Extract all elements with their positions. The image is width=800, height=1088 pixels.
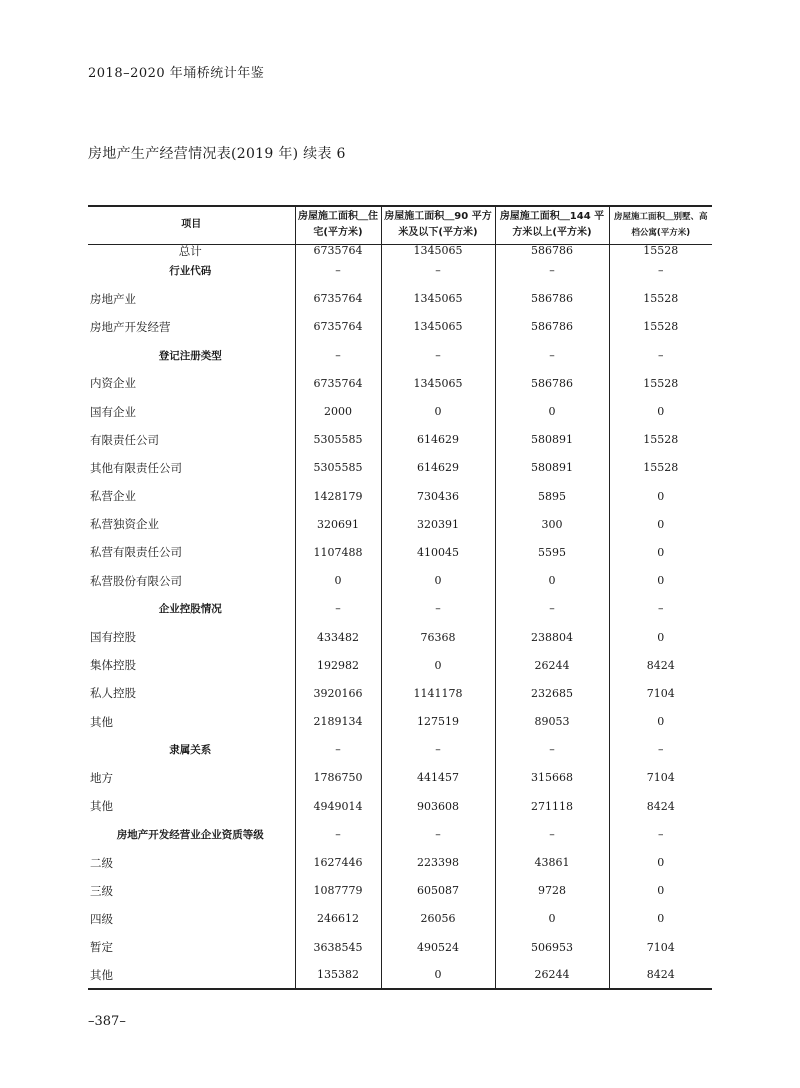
- cell-residential: –: [295, 736, 381, 764]
- cell-villa: 0: [609, 848, 712, 876]
- cell-over-144: 0: [495, 397, 609, 425]
- cell-residential: –: [295, 257, 381, 285]
- cell-villa: 0: [609, 482, 712, 510]
- cell-under-90: 441457: [381, 764, 495, 792]
- row-label: 国有企业: [90, 404, 136, 419]
- cell-residential: 0: [295, 567, 381, 595]
- table-row: [88, 285, 712, 313]
- data-table: [88, 205, 712, 990]
- cell-residential: 5305585: [295, 426, 381, 454]
- cell-over-144: 9728: [495, 877, 609, 905]
- column-header-under-90: 房屋施工面积＿90 平方米及以下(平方米): [381, 206, 495, 244]
- cell-under-90: –: [381, 341, 495, 369]
- cell-over-144: 238804: [495, 623, 609, 651]
- table-row: [88, 538, 712, 566]
- row-label: 国有控股: [90, 630, 136, 645]
- cell-under-90: 490524: [381, 933, 495, 961]
- cell-villa: 0: [609, 538, 712, 566]
- cell-under-90: 1345065: [381, 285, 495, 313]
- cell-residential: 246612: [295, 905, 381, 933]
- row-label: 登记注册类型: [158, 349, 222, 362]
- table-row: [88, 877, 712, 905]
- cell-under-90: 76368: [381, 623, 495, 651]
- table-row: [88, 651, 712, 679]
- cell-under-90: 0: [381, 961, 495, 989]
- cell-residential: –: [295, 595, 381, 623]
- cell-villa: –: [609, 257, 712, 285]
- cell-villa: 0: [609, 567, 712, 595]
- cell-over-144: 26244: [495, 961, 609, 989]
- row-label: 总计: [178, 243, 202, 258]
- cell-residential: 1087779: [295, 877, 381, 905]
- table-row: [88, 736, 712, 764]
- cell-residential: 6735764: [295, 369, 381, 397]
- row-label: 私营有限责任公司: [90, 545, 182, 560]
- cell-villa: 8424: [609, 961, 712, 989]
- cell-under-90: 320391: [381, 510, 495, 538]
- table-row: [88, 679, 712, 707]
- cell-residential: 4949014: [295, 792, 381, 820]
- cell-residential: 135382: [295, 961, 381, 989]
- cell-residential: 2000: [295, 397, 381, 425]
- table-row: [88, 369, 712, 397]
- cell-residential: 3920166: [295, 679, 381, 707]
- table-row: [88, 510, 712, 538]
- row-label: 私营独资企业: [90, 517, 159, 532]
- cell-over-144: 586786: [495, 313, 609, 341]
- cell-residential: 1107488: [295, 538, 381, 566]
- table-row: [88, 961, 712, 989]
- column-header-item: 项目: [88, 206, 295, 244]
- cell-under-90: –: [381, 257, 495, 285]
- cell-villa: 0: [609, 623, 712, 651]
- cell-residential: 320691: [295, 510, 381, 538]
- cell-villa: 0: [609, 397, 712, 425]
- cell-residential: 192982: [295, 651, 381, 679]
- cell-residential: 6735764: [295, 285, 381, 313]
- row-label: 房地产开发经营业企业资质等级: [116, 828, 264, 841]
- cell-over-144: 5895: [495, 482, 609, 510]
- cell-under-90: 614629: [381, 454, 495, 482]
- cell-under-90: 223398: [381, 848, 495, 876]
- cell-residential: 1786750: [295, 764, 381, 792]
- table-row: [88, 313, 712, 341]
- cell-over-144: 586786: [495, 244, 609, 257]
- cell-villa: 15528: [609, 454, 712, 482]
- cell-villa: 15528: [609, 313, 712, 341]
- table-body: [88, 244, 712, 989]
- row-label: 三级: [90, 883, 113, 898]
- cell-over-144: 26244: [495, 651, 609, 679]
- cell-residential: 6735764: [295, 313, 381, 341]
- cell-under-90: 730436: [381, 482, 495, 510]
- cell-over-144: –: [495, 595, 609, 623]
- cell-under-90: 614629: [381, 426, 495, 454]
- cell-under-90: 26056: [381, 905, 495, 933]
- cell-villa: –: [609, 595, 712, 623]
- cell-over-144: 506953: [495, 933, 609, 961]
- running-head: 2018–2020 年埇桥统计年鉴: [88, 66, 265, 81]
- cell-residential: 6735764: [295, 244, 381, 257]
- cell-villa: 8424: [609, 651, 712, 679]
- cell-villa: 0: [609, 510, 712, 538]
- table-row: [88, 764, 712, 792]
- cell-under-90: 0: [381, 397, 495, 425]
- table-row: [88, 708, 712, 736]
- page-number: –387–: [88, 1014, 126, 1029]
- cell-over-144: 315668: [495, 764, 609, 792]
- table-row: [88, 397, 712, 425]
- cell-over-144: 0: [495, 567, 609, 595]
- row-label: 内资企业: [90, 376, 136, 391]
- row-label: 私营企业: [90, 489, 136, 504]
- cell-over-144: 43861: [495, 848, 609, 876]
- cell-over-144: 586786: [495, 285, 609, 313]
- table-row: [88, 257, 712, 285]
- cell-residential: 433482: [295, 623, 381, 651]
- cell-villa: –: [609, 341, 712, 369]
- table-row: [88, 482, 712, 510]
- column-header-over-144: 房屋施工面积＿144 平方米以上(平方米): [495, 206, 609, 244]
- cell-villa: 7104: [609, 933, 712, 961]
- row-label: 房地产开发经营: [90, 319, 171, 334]
- cell-over-144: –: [495, 820, 609, 848]
- cell-residential: –: [295, 820, 381, 848]
- cell-over-144: 89053: [495, 708, 609, 736]
- cell-residential: 2189134: [295, 708, 381, 736]
- table-row: [88, 426, 712, 454]
- cell-under-90: 1345065: [381, 244, 495, 257]
- cell-over-144: 580891: [495, 426, 609, 454]
- cell-villa: 0: [609, 877, 712, 905]
- cell-villa: 7104: [609, 679, 712, 707]
- cell-over-144: 5595: [495, 538, 609, 566]
- row-label: 暂定: [90, 940, 113, 955]
- row-label: 房地产业: [90, 291, 136, 306]
- cell-villa: 15528: [609, 244, 712, 257]
- cell-villa: 15528: [609, 426, 712, 454]
- table-row: [88, 244, 712, 257]
- table-row: [88, 933, 712, 961]
- row-label: 其他: [90, 714, 113, 729]
- cell-villa: 0: [609, 905, 712, 933]
- table-row: [88, 905, 712, 933]
- cell-residential: 3638545: [295, 933, 381, 961]
- row-label: 地方: [90, 770, 113, 785]
- cell-under-90: 0: [381, 567, 495, 595]
- cell-villa: –: [609, 736, 712, 764]
- table-row: [88, 454, 712, 482]
- cell-under-90: –: [381, 736, 495, 764]
- row-label: 集体控股: [90, 658, 136, 673]
- cell-over-144: 300: [495, 510, 609, 538]
- cell-over-144: 232685: [495, 679, 609, 707]
- table-header: [88, 206, 712, 244]
- row-label: 其他有限责任公司: [90, 460, 182, 475]
- table-row: [88, 792, 712, 820]
- cell-residential: 1627446: [295, 848, 381, 876]
- cell-over-144: 586786: [495, 369, 609, 397]
- row-label: 其他: [90, 799, 113, 814]
- cell-over-144: –: [495, 736, 609, 764]
- column-header-residential: 房屋施工面积＿住宅(平方米): [295, 206, 381, 244]
- cell-residential: –: [295, 341, 381, 369]
- cell-villa: 15528: [609, 369, 712, 397]
- row-label: 隶属关系: [169, 744, 212, 757]
- cell-under-90: –: [381, 595, 495, 623]
- cell-under-90: 127519: [381, 708, 495, 736]
- cell-residential: 5305585: [295, 454, 381, 482]
- cell-villa: 15528: [609, 285, 712, 313]
- cell-villa: 7104: [609, 764, 712, 792]
- cell-under-90: 1345065: [381, 369, 495, 397]
- row-label: 二级: [90, 855, 113, 870]
- cell-under-90: 1141178: [381, 679, 495, 707]
- row-label: 四级: [90, 911, 113, 926]
- row-label: 私人控股: [90, 686, 136, 701]
- cell-under-90: 0: [381, 651, 495, 679]
- cell-under-90: 903608: [381, 792, 495, 820]
- cell-over-144: –: [495, 341, 609, 369]
- cell-under-90: –: [381, 820, 495, 848]
- cell-over-144: 580891: [495, 454, 609, 482]
- table-row: [88, 820, 712, 848]
- table-row: [88, 567, 712, 595]
- table-title: 房地产生产经营情况表(2019 年) 续表 6: [88, 146, 346, 162]
- cell-over-144: 271118: [495, 792, 609, 820]
- cell-under-90: 410045: [381, 538, 495, 566]
- cell-villa: –: [609, 820, 712, 848]
- table-row: [88, 595, 712, 623]
- table-row: [88, 623, 712, 651]
- header-row: [88, 206, 712, 244]
- cell-villa: 0: [609, 708, 712, 736]
- row-label: 有限责任公司: [90, 432, 159, 447]
- cell-under-90: 1345065: [381, 313, 495, 341]
- row-label: 行业代码: [169, 265, 212, 278]
- row-label: 企业控股情况: [158, 603, 222, 616]
- row-label: 其他: [88, 961, 295, 989]
- cell-residential: 1428179: [295, 482, 381, 510]
- cell-villa: 8424: [609, 792, 712, 820]
- column-header-villa: 房屋施工面积＿别墅、高档公寓(平方米): [609, 206, 712, 244]
- table-row: [88, 341, 712, 369]
- cell-over-144: 0: [495, 905, 609, 933]
- table-row: [88, 848, 712, 876]
- row-label: 私营股份有限公司: [90, 573, 182, 588]
- cell-under-90: 605087: [381, 877, 495, 905]
- cell-over-144: –: [495, 257, 609, 285]
